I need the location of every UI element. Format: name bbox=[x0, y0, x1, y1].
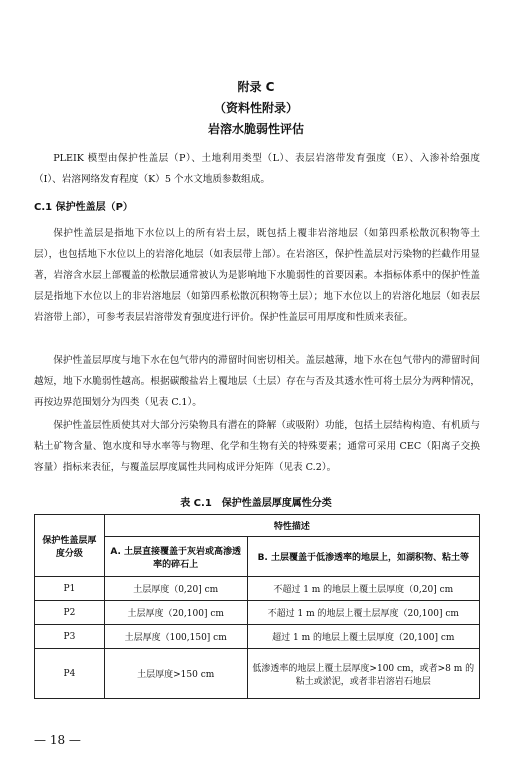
header-features: 特性描述 bbox=[104, 515, 479, 537]
header-col-b: B. 土层覆盖于低渗透率的地层上，如湖积物、粘土等 bbox=[247, 537, 479, 577]
header-col-a: A. 土层直接覆盖于灰岩或高渗透率的碎石上 bbox=[104, 537, 247, 577]
section-paragraph-3: 保护性盖层性质使其对大部分污染物具有潜在的降解（或吸附）功能，包括土层结构构造、有机质与粘土矿物含量、饱水度和导水率等与物理、化学和生物有关的特殊要素；通常可采用 CEC（阳离子交换容量）指标来表征，与覆盖层厚度属性共同构成评分矩阵（见表 C.2）。 bbox=[34, 420, 480, 473]
cell-a: 土层厚度（20,100] cm bbox=[104, 601, 247, 625]
cell-a: 土层厚度>150 cm bbox=[104, 649, 247, 699]
cell-a: 土层厚度（0,20] cm bbox=[104, 577, 247, 601]
appendix-label: 附录 C bbox=[237, 80, 275, 94]
section-paragraph-2: 保护性盖层厚度与地下水在包气带内的滞留时间密切相关。盖层越薄，地下水在包气带内的滞留时间越短，地下水脆弱性越高。根据碳酸盐岩上覆地层（土层）存在与否及其透水性可将土层分为两种情况，再按边界范围划分为四类（见表 C.1）。 bbox=[34, 355, 480, 408]
appendix-type: （资料性附录） bbox=[213, 101, 298, 115]
table-row bbox=[35, 625, 480, 649]
cell-b: 低渗透率的地层上覆土层厚度>100 cm，或者>8 m 的粘土或淤泥，或者非岩溶岩石地层 bbox=[247, 649, 479, 699]
table-caption: 表 C.1 保护性盖层厚度属性分类 bbox=[180, 498, 332, 509]
intro-paragraph: PLEIK 模型由保护性盖层（P）、土地利用类型（L）、表层岩溶带发育强度（E）、入渗补给强度（I）、岩溶网络发育程度（K）5 个水文地质参数组成。 bbox=[34, 153, 480, 185]
table-row bbox=[35, 601, 480, 625]
appendix-title: 岩溶水脆弱性评估 bbox=[207, 122, 304, 136]
cell-grade: P2 bbox=[35, 601, 105, 625]
thickness-classification-table bbox=[34, 514, 480, 699]
table-row bbox=[35, 649, 480, 699]
cell-grade: P4 bbox=[35, 649, 105, 699]
header-grade: 保护性盖层厚度分级 bbox=[35, 515, 105, 577]
page-number: — 18 — bbox=[34, 733, 81, 747]
cell-b: 不超过 1 m 的地层上覆土层厚度（20,100] cm bbox=[247, 601, 479, 625]
cell-a: 土层厚度（100,150] cm bbox=[104, 625, 247, 649]
table-row bbox=[35, 577, 480, 601]
cell-grade: P1 bbox=[35, 577, 105, 601]
cell-b: 不超过 1 m 的地层上覆土层厚度（0,20] cm bbox=[247, 577, 479, 601]
section-paragraph-1: 保护性盖层是指地下水位以上的所有岩土层，既包括上覆非岩溶地层（如第四系松散沉积物等土层），也包括地下水位以上的岩溶化地层（如表层带上部）。在岩溶区，保护性盖层对污染物的拦截作用显著，岩溶含水层上部覆盖的松散层通常被认为是影响地下水脆弱性的首要因素。本指标体系中的保护性盖层是指地下水位以上的非岩溶地层（如第四系松散沉积物等土层）；地下水位以上的岩溶化地层（如表层岩溶带上部），可参考表层岩溶带发育强度进行评价。保护性盖层可用厚度和性质来表征。 bbox=[34, 228, 480, 323]
cell-grade: P3 bbox=[35, 625, 105, 649]
cell-b: 超过 1 m 的地层上覆土层厚度（20,100] cm bbox=[247, 625, 479, 649]
section-title: C.1 保护性盖层（P） bbox=[34, 202, 133, 213]
